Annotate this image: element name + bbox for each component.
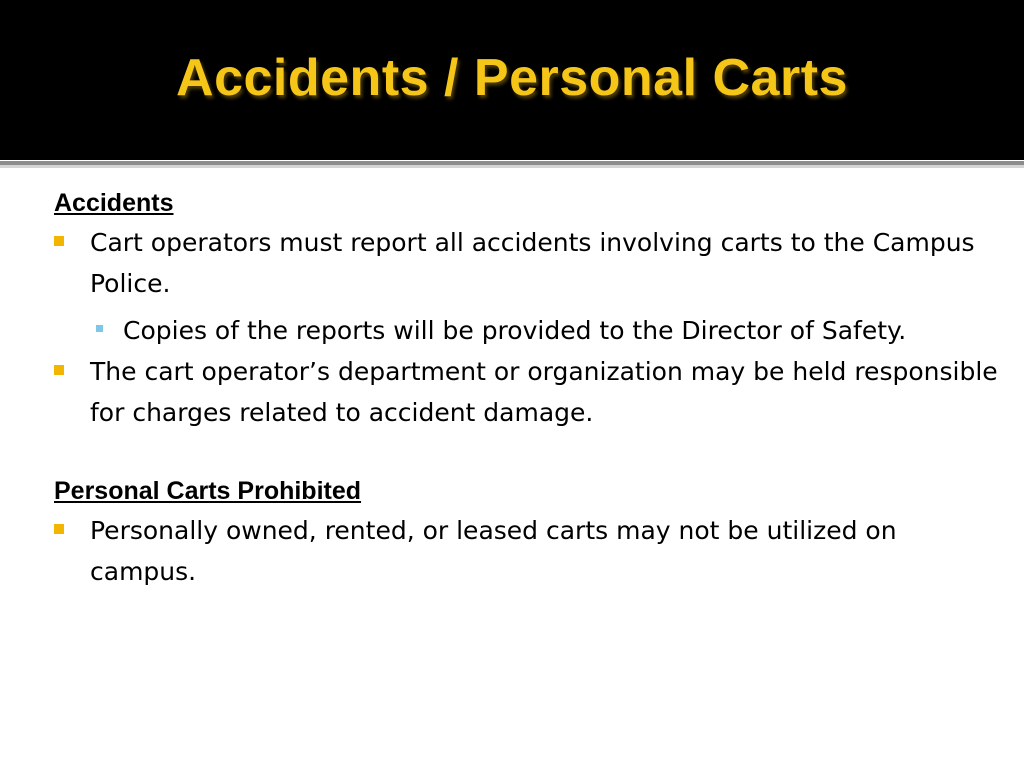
square-bullet-icon — [54, 365, 64, 375]
square-bullet-icon — [54, 524, 64, 534]
section-heading-accidents: Accidents — [54, 189, 174, 217]
sub-bullet-item — [54, 310, 1004, 351]
bullet-text: Personally owned, rented, or leased carts may not be utilized on campus. — [90, 516, 897, 586]
section-accidents — [54, 184, 1004, 433]
bullet-text: The cart operator’s department or organization may be held responsible for charges related to accident damage. — [90, 357, 998, 427]
slide-body — [54, 184, 1004, 592]
bullet-text: Cart operators must report all accidents involving carts to the Campus Police. — [90, 228, 975, 298]
sub-bullet-text: Copies of the reports will be provided to the Director of Safety. — [123, 316, 907, 345]
section-heading-personal-carts: Personal Carts Prohibited — [54, 477, 362, 505]
bullet-item — [54, 351, 1004, 433]
section-personal-carts — [54, 472, 1004, 592]
bullet-item — [54, 222, 1004, 304]
bullet-item — [54, 510, 1004, 592]
slide-title: Accidents / Personal Carts — [176, 49, 848, 107]
title-band — [0, 0, 1024, 160]
title-divider-shadow — [0, 165, 1024, 168]
section-spacer — [54, 433, 1004, 472]
square-sub-bullet-icon — [96, 325, 103, 332]
square-bullet-icon — [54, 236, 64, 246]
